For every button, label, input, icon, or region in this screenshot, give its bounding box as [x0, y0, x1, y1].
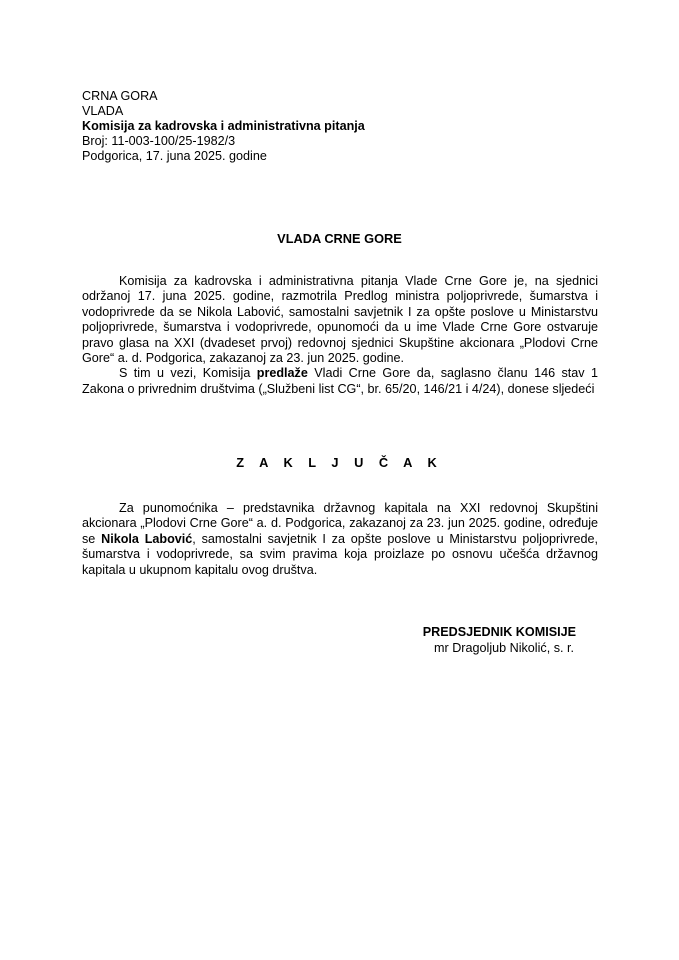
- conclusion-body: [82, 501, 598, 578]
- signature-name: mr Dragoljub Nikolić, s. r.: [434, 641, 574, 655]
- header-place-date: Podgorica, 17. juna 2025. godine: [82, 149, 267, 163]
- body-paragraph-2: [82, 366, 598, 397]
- conclusion-paragraph: [82, 501, 598, 578]
- document-body: [82, 274, 598, 397]
- recipient-title: VLADA CRNE GORE: [277, 231, 402, 246]
- conclusion-text-end: , samostalni savjetnik I za opšte poslove u Ministarstvu poljoprivrede, šumarstva i vodoprivrede, sa svim pravima koja proizlaze po osnovu učešća državnog kapitala u ukupnom kapitalu ovog društva.: [82, 531, 598, 577]
- header-commission: Komisija za kadrovska i administrativna pitanja: [82, 119, 365, 133]
- header-government: VLADA: [82, 104, 124, 118]
- body-paragraph-1: Komisija za kadrovska i administrativna pitanja Vlade Crne Gore je, na sjednici održanoj 17. juna 2025. godine, razmotrila Predlog ministra poljoprivrede, šumarstva i vodoprivrede da se Nikola Labović, samostalni savjetnik I za opšte poslove u Ministarstvu poljoprivrede, šumarstva i vodoprivrede, opunomoći da u ime Vlade Crne Gore ostvaruje pravo glasa na XXI (dvadeset prvoj) redovnoj sjednici Skupštine akcionara „Plodovi Crne Gore“ a. d. Podgorica, zakazanoj za 23. jun 2025. godine.: [82, 274, 598, 366]
- header-number: Broj: 11-003-100/25-1982/3: [82, 134, 236, 148]
- signature-block: [423, 624, 576, 656]
- header-country: CRNA GORA: [82, 89, 158, 103]
- conclusion-title: Z A K L J U Č A K: [236, 455, 443, 470]
- body-paragraph-2-end: Vladi Crne Gore da, saglasno članu 146 stav 1 Zakona o privrednim društvima („Službeni list CG“, br. 65/20, 146/21 i 4/24), donese sljedeći: [82, 366, 599, 396]
- signature-title: PREDSJEDNIK KOMISIJE: [422, 625, 576, 639]
- body-paragraph-2-start: S tim u vezi, Komisija: [119, 366, 257, 381]
- document-header: [82, 89, 365, 164]
- conclusion-text-bold: Nikola Labović: [101, 531, 193, 546]
- body-paragraph-2-bold: predlaže: [256, 366, 308, 381]
- conclusion-text-start: Za punomoćnika – predstavnika državnog kapitala na XXI redovnoj Skupštini akcionara „Plodovi Crne Gore“ a. d. Podgorica, zakazanoj za 23. jun 2025. godine, određuje se: [82, 501, 598, 546]
